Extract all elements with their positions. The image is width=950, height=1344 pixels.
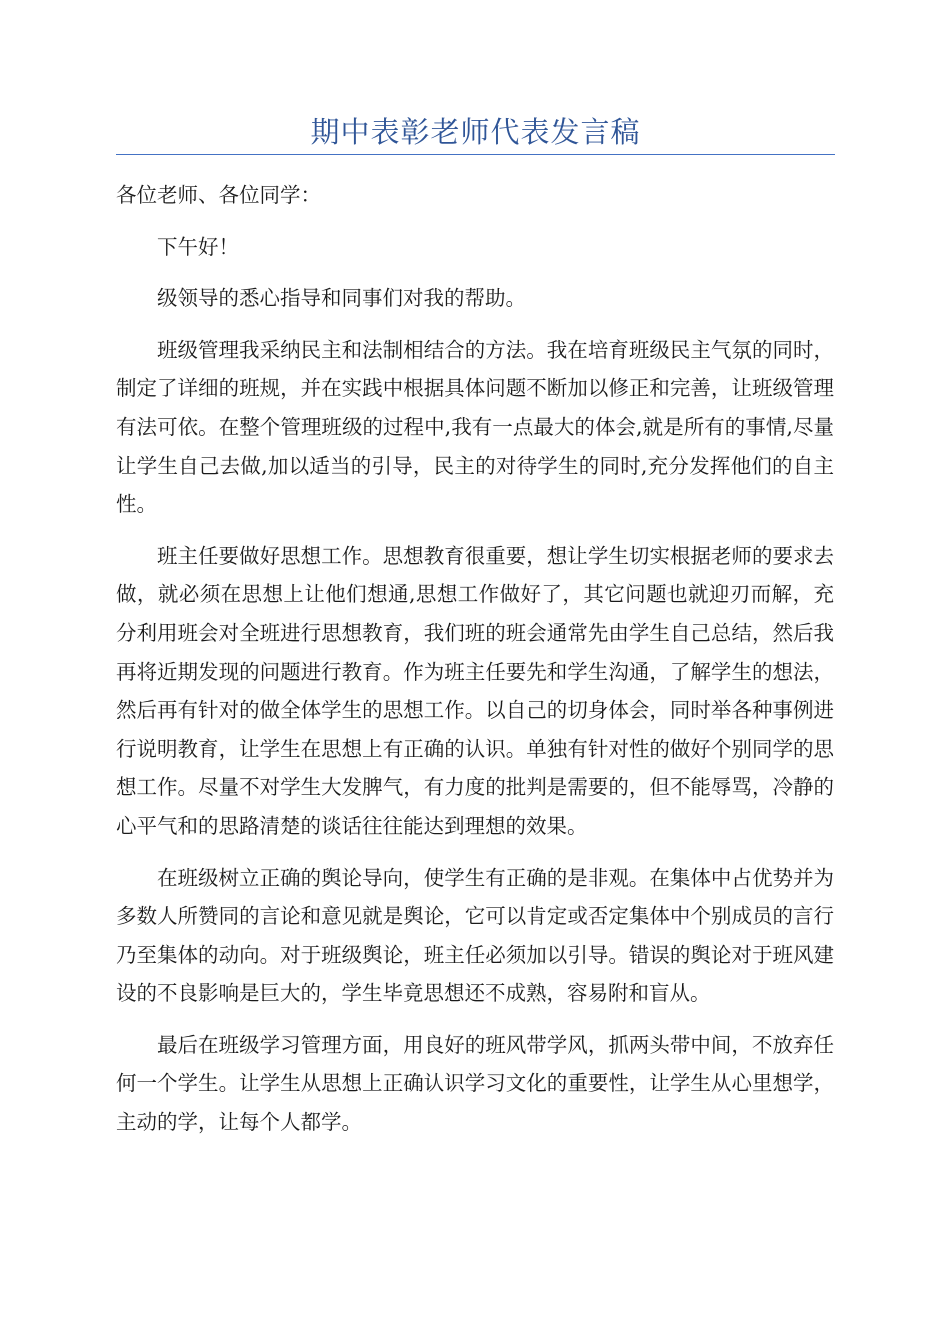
document-title: 期中表彰老师代表发言稿 (310, 115, 641, 149)
paragraph-public-opinion: 在班级树立正确的舆论导向，使学生有正确的是非观。在集体中占优势并为多数人所赞同的言论和意见就是舆论，它可以肯定或否定集体中个别成员的言行乃至集体的动向。对于班级舆论，班主任必须加以引导。错误的舆论对于班风建设的不良影响是巨大的，学生毕竟思想还不成熟，容易附和盲从。 (116, 865, 834, 1006)
paragraph-thanks: 级领导的悉心指导和同事们对我的帮助。 (157, 286, 526, 311)
document-body (116, 176, 834, 1155)
title-underline (116, 154, 835, 155)
paragraph-ideological-work: 班主任要做好思想工作。思想教育很重要，想让学生切实根据老师的要求去做，就必须在思想上让他们想通,思想工作做好了，其它问题也就迎刃而解，充分利用班会对全班进行思想教育，我们班的班会通常先由学生自己总结，然后我再将近期发现的问题进行教育。作为班主任要先和学生沟通，了解学生的想法，然后再有针对的做全体学生的思想工作。以自己的切身体会，同时举各种事例进行说明教育，让学生在思想上有正确的认识。单独有针对性的做好个别同学的思想工作。尽量不对学生大发脾气，有力度的批判是需要的，但不能辱骂，冷静的心平气和的思路清楚的谈话往往能达到理想的效果。 (116, 543, 834, 838)
salutation: 各位老师、各位同学： (116, 183, 321, 207)
paragraph-study-management: 最后在班级学习管理方面，用良好的班风带学风，抓两头带中间，不放弃任何一个学生。让学生从思想上正确认识学习文化的重要性，让学生从心里想学，主动的学，让每个人都学。 (116, 1032, 834, 1135)
paragraph-class-management: 班级管理我采纳民主和法制相结合的方法。我在培育班级民主气氛的同时，制定了详细的班规，并在实践中根据具体问题不断加以修正和完善，让班级管理有法可依。在整个管理班级的过程中,我有一点最大的体会,就是所有的事情,尽量让学生自己去做,加以适当的引导，民主的对待学生的同时,充分发挥他们的自主性。 (116, 337, 834, 517)
paragraph-greeting: 下午好！ (157, 234, 239, 259)
